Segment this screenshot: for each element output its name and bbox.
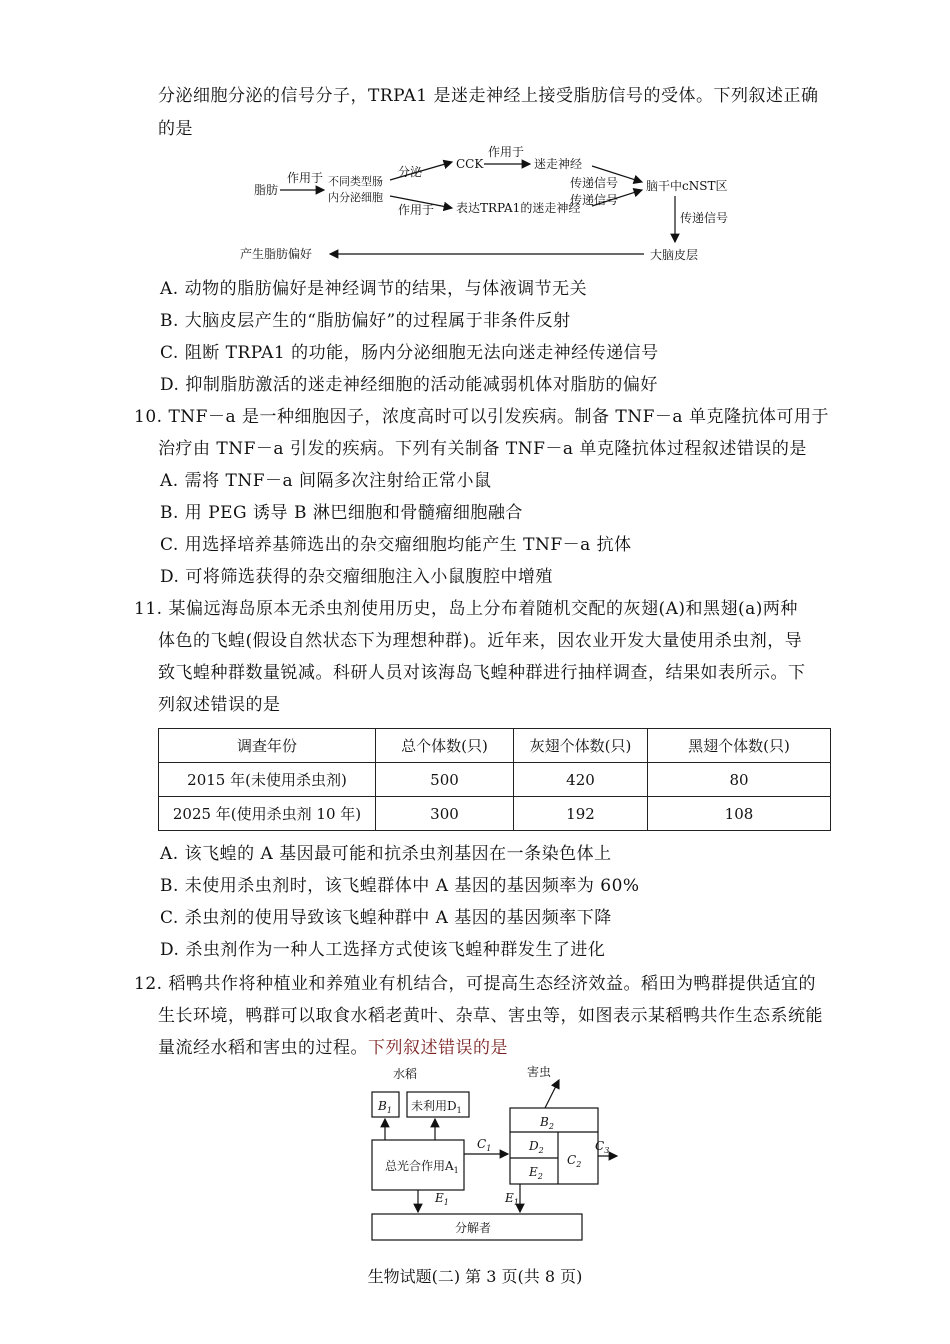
c2-label: C <box>567 1153 577 1167</box>
svg-text:C2: $C_2$ <box>567 1153 582 1169</box>
svg-text:B2: $B_2$ <box>540 1115 554 1131</box>
q11-line4: 列叙述错误的是 <box>158 695 281 715</box>
unused-label: 未利用D <box>411 1099 457 1113</box>
q12-line3-part2: 下列叙述错误的是 <box>368 1038 508 1058</box>
q11-line2: 体色的飞蝗(假设自然状态下为理想种群)。近年来，因农业开发大量使用杀虫剂，导 <box>158 631 803 651</box>
header-total: 总个体数(只) <box>376 729 514 763</box>
d2-label: D <box>529 1139 539 1153</box>
q9-intro-line2: 的是 <box>158 119 193 139</box>
q10-option-a: A. 需将 TNF－a 间隔多次注射给正常小鼠 <box>160 471 492 491</box>
svg-text:E2: $E_2$ <box>529 1165 543 1181</box>
q9-flow-diagram <box>240 138 740 266</box>
q12-line3-part1: 量流经水稻和害虫的过程。 <box>158 1038 368 1058</box>
svg-text:E1: $E_1$ <box>505 1191 519 1207</box>
cells-line2: 内分泌细胞 <box>328 191 383 204</box>
svg-text:D2: $D_2$ <box>529 1139 544 1155</box>
q9-option-a: A. 动物的脂肪偏好是神经调节的结果，与体液调节无关 <box>160 279 588 299</box>
q10-line1: 10. TNF－a 是一种细胞因子，浓度高时可以引发疾病。制备 TNF－a 单克隆抗体可用于 <box>134 407 829 427</box>
cell-year: 2015 年(未使用杀虫剂) <box>159 763 376 797</box>
q11-option-d: D. 杀虫剂作为一种人工选择方式使该飞蝗种群发生了进化 <box>160 940 606 960</box>
svg-text:未利用D1: 未利用$D_1$ <box>411 1099 462 1115</box>
e1-label: E <box>435 1191 444 1205</box>
q9-option-d: D. 抑制脂肪激活的迷走神经细胞的活动能减弱机体对脂肪的偏好 <box>160 375 658 395</box>
pest-label: 害虫 <box>527 1065 552 1079</box>
transmit-label-2: 传递信号 <box>570 193 619 207</box>
table-row <box>159 797 831 831</box>
q10-option-d: D. 可将筛选获得的杂交瘤细胞注入小鼠腹腔中增殖 <box>160 567 553 587</box>
acts-on-label-1: 作用于 <box>287 171 324 185</box>
q9-intro-line1: 分泌细胞分泌的信号分子，TRPA1 是迷走神经上接受脂肪信号的受体。下列叙述正确 <box>158 86 819 106</box>
q10-option-c: C. 用选择培养基筛选出的杂交瘤细胞均能产生 TNF－a 抗体 <box>160 535 632 555</box>
header-year: 调查年份 <box>159 729 376 763</box>
fat-label: 脂肪 <box>254 183 279 197</box>
c3-label: C <box>595 1139 605 1153</box>
brainstem-label: 脑干中cNST区 <box>646 179 728 193</box>
decomposer-label: 分解者 <box>455 1221 492 1235</box>
cell-year: 2025 年(使用杀虫剂 10 年) <box>159 797 376 831</box>
q9-option-b: B. 大脑皮层产生的“脂肪偏好”的过程属于非条件反射 <box>160 311 571 331</box>
svg-text:E1: $E_1$ <box>435 1191 449 1207</box>
rice-label: 水稻 <box>393 1067 418 1081</box>
q11-option-c: C. 杀虫剂的使用导致该飞蝗种群中 A 基因的基因频率下降 <box>160 908 612 928</box>
q11-line1: 11. 某偏远海岛原本无杀虫剂使用历史，岛上分布着随机交配的灰翅(A)和黑翅(a)两种 <box>134 599 798 619</box>
svg-text:总光合作用A1: 总光合作用$A_1$ <box>385 1159 459 1175</box>
q10-line2: 治疗由 TNF－a 引发的疾病。下列有关制备 TNF－a 单克隆抗体过程叙述错误的是 <box>158 439 807 459</box>
table-header-row <box>159 729 831 763</box>
page-footer: 生物试题(二) 第 3 页(共 8 页) <box>367 1267 583 1286</box>
q12-line1: 12. 稻鸭共作将种植业和养殖业有机结合，可提高生态经济效益。稻田为鸭群提供适宜的 <box>134 974 816 994</box>
b1-label: B <box>378 1099 387 1113</box>
q10-option-b: B. 用 PEG 诱导 B 淋巴细胞和骨髓瘤细胞融合 <box>160 503 523 523</box>
cell-black: 80 <box>648 763 831 797</box>
e2-label: E <box>529 1165 538 1179</box>
table-row <box>159 763 831 797</box>
cell-black: 108 <box>648 797 831 831</box>
cell-total: 300 <box>376 797 514 831</box>
c1-label: C <box>477 1137 487 1151</box>
vagus-label: 迷走神经 <box>534 157 583 171</box>
locust-survey-table <box>158 728 831 831</box>
transmit-label-3: 传递信号 <box>680 211 729 225</box>
gross-label: 总光合作用A <box>385 1159 454 1173</box>
q11-option-a: A. 该飞蝗的 A 基因最可能和抗杀虫剂基因在一条染色体上 <box>160 844 612 864</box>
svg-text:C3: $C_3$ <box>595 1139 610 1155</box>
trpa1-vagus-label: 表达TRPA1的迷走神经 <box>456 201 581 215</box>
svg-text:B1: $B_1$ <box>378 1099 392 1115</box>
preference-label: 产生脂肪偏好 <box>240 247 313 261</box>
q12-energy-flow-diagram <box>355 1064 630 1244</box>
q11-option-b: B. 未使用杀虫剂时，该飞蝗群体中 A 基因的基因频率为 60% <box>160 876 640 896</box>
transmit-label-1: 传递信号 <box>570 176 619 190</box>
q11-line3: 致飞蝗种群数量锐减。科研人员对该海岛飞蝗种群进行抽样调查，结果如表所示。下 <box>158 663 806 683</box>
q9-option-c: C. 阻断 TRPA1 的功能，肠内分泌细胞无法向迷走神经传递信号 <box>160 343 659 363</box>
cells-line1: 不同类型肠 <box>328 175 383 188</box>
svg-text:C1: $C_1$ <box>477 1137 492 1153</box>
e1b-label: E <box>505 1191 514 1205</box>
acts-on-label-2: 作用于 <box>488 145 525 159</box>
header-black: 黑翅个体数(只) <box>648 729 831 763</box>
secrete-label: 分泌 <box>398 165 423 179</box>
cck-label: CCK <box>456 157 484 171</box>
cell-gray: 192 <box>514 797 648 831</box>
acts-on-label-3: 作用于 <box>398 203 435 217</box>
cortex-label: 大脑皮层 <box>650 248 699 262</box>
cell-gray: 420 <box>514 763 648 797</box>
cell-total: 500 <box>376 763 514 797</box>
q12-line2: 生长环境，鸭群可以取食水稻老黄叶、杂草、害虫等，如图表示某稻鸭共作生态系统能 <box>158 1006 823 1026</box>
header-gray: 灰翅个体数(只) <box>514 729 648 763</box>
q12-line3 <box>158 1036 508 1060</box>
b2-label: B <box>540 1115 549 1129</box>
